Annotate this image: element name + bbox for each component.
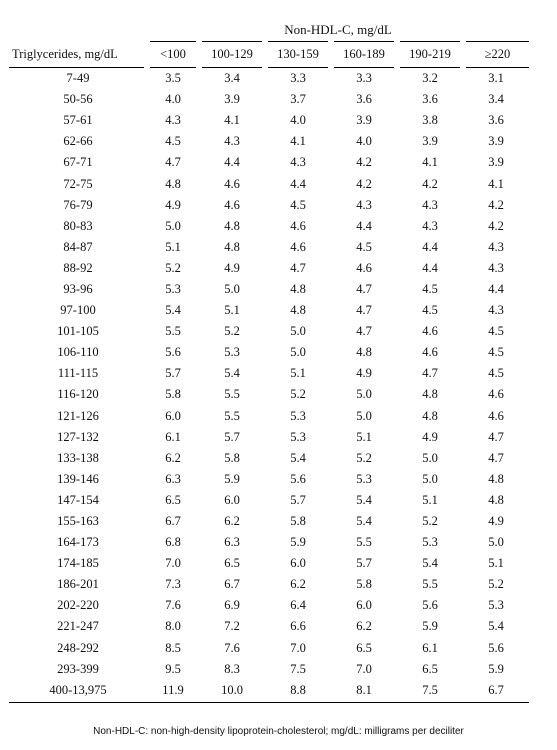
value-cell: 4.8 [422,387,438,402]
table-row [9,638,529,659]
value-cell: 6.5 [165,492,181,507]
value-cell: 4.9 [165,197,181,212]
column-header-row [9,42,529,68]
value-cell: 5.5 [422,577,438,592]
value-cell: 6.5 [356,640,372,655]
triglycerides-range-cell: 164-173 [57,535,99,550]
value-cell: 9.5 [165,661,181,676]
triglycerides-range-cell: 50-56 [63,92,93,107]
table-row [9,616,529,637]
value-cell: 5.3 [422,535,438,550]
value-cell: 4.7 [356,303,372,318]
value-cell: 5.3 [290,408,306,423]
value-cell: 5.7 [165,366,181,381]
value-cell: 5.2 [165,260,181,275]
value-cell: 3.3 [356,71,372,86]
value-cell: 5.1 [165,239,181,254]
column-header: 100-129 [199,42,265,68]
value-cell: 4.3 [290,155,306,170]
value-cell: 4.0 [165,92,181,107]
value-cell: 11.9 [147,680,199,703]
triglycerides-range-cell: 101-105 [57,324,99,339]
value-cell: 5.8 [356,577,372,592]
value-cell: 4.9 [488,514,504,529]
value-cell: 4.7 [422,366,438,381]
value-cell: 6.7 [165,514,181,529]
value-cell: 4.5 [488,324,504,339]
value-cell: 5.7 [224,429,240,444]
value-cell: 7.3 [165,577,181,592]
value-cell: 8.3 [224,661,240,676]
group-header-spacer [9,16,147,42]
value-cell: 4.6 [356,260,372,275]
value-cell: 4.3 [488,303,504,318]
value-cell: 6.7 [224,577,240,592]
value-cell: 5.0 [356,387,372,402]
value-cell: 3.9 [422,134,438,149]
footnote: Non-HDL-C: non-high-density lipoprotein-cholesterol; mg/dL: milligrams per deciliter [93,726,464,737]
value-cell: 6.4 [290,598,306,613]
value-cell: 3.1 [488,71,504,86]
value-cell: 5.6 [165,345,181,360]
value-cell: 5.4 [224,366,240,381]
table-row [9,173,529,194]
value-cell: 5.1 [356,429,372,444]
value-cell: 3.4 [488,92,504,107]
group-header-row [9,16,529,42]
value-cell: 5.5 [165,324,181,339]
value-cell: 4.5 [165,134,181,149]
value-cell: 7.2 [224,619,240,634]
table-row [9,321,529,342]
table-row [9,490,529,511]
triglycerides-range-cell: 139-146 [57,471,99,486]
value-cell: 7.6 [224,640,240,655]
value-cell: 5.3 [488,598,504,613]
value-cell: 5.4 [290,450,306,465]
value-cell: 4.7 [290,260,306,275]
value-cell: 5.3 [356,471,372,486]
value-cell: 4.4 [488,281,504,296]
value-cell: 4.8 [356,345,372,360]
value-cell: 4.2 [356,176,372,191]
value-cell: 4.8 [224,239,240,254]
triglycerides-range-cell: 248-292 [57,640,99,655]
value-cell: 6.6 [290,619,306,634]
value-cell: 6.3 [224,535,240,550]
triglycerides-range-cell: 111-115 [57,366,99,381]
table-row [9,258,529,279]
value-cell: 4.5 [422,281,438,296]
value-cell: 7.0 [165,556,181,571]
table-row [9,427,529,448]
value-cell: 4.3 [224,134,240,149]
value-cell: 3.6 [422,92,438,107]
value-cell: 6.0 [290,556,306,571]
value-cell: 5.6 [290,471,306,486]
value-cell: 8.1 [331,680,397,703]
value-cell: 5.7 [356,556,372,571]
value-cell: 6.9 [224,598,240,613]
value-cell: 3.4 [224,71,240,86]
triglycerides-range-cell: 76-79 [63,197,93,212]
value-cell: 5.5 [224,387,240,402]
triglycerides-range-cell: 186-201 [57,577,99,592]
value-cell: 5.0 [422,471,438,486]
triglycerides-range-cell: 121-126 [57,408,99,423]
value-cell: 5.9 [224,471,240,486]
value-cell: 8.0 [165,619,181,634]
value-cell: 3.7 [290,92,306,107]
value-cell: 4.8 [290,303,306,318]
value-cell: 4.4 [290,176,306,191]
value-cell: 6.2 [165,450,181,465]
value-cell: 4.7 [488,450,504,465]
value-cell: 3.2 [422,71,438,86]
value-cell: 4.4 [422,260,438,275]
value-cell: 4.1 [422,155,438,170]
triglycerides-range-cell: 133-138 [57,450,99,465]
value-cell: 4.6 [488,408,504,423]
table-row [9,469,529,490]
value-cell: 5.5 [224,408,240,423]
value-cell: 8.8 [265,680,331,703]
value-cell: 7.6 [165,598,181,613]
value-cell: 4.1 [290,134,306,149]
value-cell: 4.2 [488,218,504,233]
triglycerides-range-cell: 80-83 [63,218,93,233]
table-row [9,363,529,384]
value-cell: 4.6 [488,387,504,402]
triglycerides-range-cell: 400-13,975 [9,680,147,703]
value-cell: 4.2 [422,176,438,191]
value-cell: 5.2 [224,324,240,339]
value-cell: 3.9 [488,155,504,170]
table-row [9,406,529,427]
column-header: ≥220 [463,42,529,68]
value-cell: 4.3 [422,218,438,233]
value-cell: 6.5 [224,556,240,571]
table-row [9,680,529,703]
table-body [9,68,529,703]
value-cell: 5.9 [290,535,306,550]
value-cell: 4.8 [224,218,240,233]
value-cell: 5.0 [488,535,504,550]
value-cell: 5.3 [290,429,306,444]
table-row [9,300,529,321]
value-cell: 4.1 [224,113,240,128]
column-header: <100 [147,42,199,68]
value-cell: 6.7 [463,680,529,703]
triglycerides-range-cell: 106-110 [57,345,99,360]
value-cell: 3.8 [422,113,438,128]
value-cell: 4.5 [290,197,306,212]
value-cell: 4.6 [290,239,306,254]
value-cell: 6.0 [165,408,181,423]
triglycerides-range-cell: 174-185 [57,556,99,571]
value-cell: 5.4 [165,303,181,318]
value-cell: 5.2 [290,387,306,402]
value-cell: 6.5 [422,661,438,676]
value-cell: 6.1 [165,429,181,444]
triglycerides-range-cell: 7-49 [66,71,90,86]
value-cell: 4.4 [356,218,372,233]
table-row [9,342,529,363]
value-cell: 3.5 [165,71,181,86]
value-cell: 5.1 [290,366,306,381]
value-cell: 4.6 [290,218,306,233]
value-cell: 5.1 [422,492,438,507]
value-cell: 4.6 [224,197,240,212]
value-cell: 4.9 [422,429,438,444]
value-cell: 4.0 [356,134,372,149]
table-header [9,16,529,68]
value-cell: 5.9 [488,661,504,676]
value-cell: 4.5 [488,345,504,360]
table-row [9,511,529,532]
value-cell: 4.3 [488,260,504,275]
value-cell: 7.5 [397,680,463,703]
triglycerides-range-cell: 57-61 [63,113,93,128]
triglycerides-range-cell: 221-247 [57,619,99,634]
value-cell: 4.5 [422,303,438,318]
column-header: 190-219 [397,42,463,68]
value-cell: 4.3 [488,239,504,254]
value-cell: 5.6 [488,640,504,655]
triglycerides-range-cell: 202-220 [57,598,99,613]
triglycerides-range-cell: 147-154 [57,492,99,507]
value-cell: 4.7 [165,155,181,170]
value-cell: 5.1 [488,556,504,571]
table-row [9,68,529,90]
value-cell: 4.6 [224,176,240,191]
value-cell: 5.4 [356,514,372,529]
value-cell: 4.4 [422,239,438,254]
value-cell: 7.5 [290,661,306,676]
value-cell: 6.2 [290,577,306,592]
value-cell: 6.2 [356,619,372,634]
value-cell: 4.8 [488,471,504,486]
triglycerides-range-cell: 293-399 [57,661,99,676]
value-cell: 4.5 [488,366,504,381]
value-cell: 4.8 [488,492,504,507]
table-row [9,532,529,553]
value-cell: 5.8 [224,450,240,465]
value-cell: 5.9 [422,619,438,634]
value-cell: 5.1 [224,303,240,318]
value-cell: 6.3 [165,471,181,486]
value-cell: 4.7 [356,281,372,296]
value-cell: 8.5 [165,640,181,655]
value-cell: 5.0 [290,324,306,339]
value-cell: 5.8 [165,387,181,402]
value-cell: 4.6 [422,345,438,360]
value-cell: 4.8 [422,408,438,423]
table-row [9,595,529,616]
value-cell: 7.0 [356,661,372,676]
table-row [9,237,529,258]
triglycerides-column-header: Triglycerides, mg/dL [9,42,147,68]
value-cell: 3.3 [290,71,306,86]
value-cell: 5.4 [422,556,438,571]
value-cell: 3.6 [356,92,372,107]
triglycerides-range-cell: 67-71 [63,155,93,170]
table-row [9,89,529,110]
column-header: 130-159 [265,42,331,68]
triglycerides-range-cell: 62-66 [63,134,93,149]
value-cell: 6.1 [422,640,438,655]
value-cell: 5.7 [290,492,306,507]
value-cell: 3.9 [488,134,504,149]
table-row [9,131,529,152]
table-row [9,216,529,237]
value-cell: 4.1 [488,176,504,191]
value-cell: 3.9 [356,113,372,128]
value-cell: 4.2 [488,197,504,212]
value-cell: 5.0 [165,218,181,233]
value-cell: 4.2 [356,155,372,170]
non-hdl-group-header: Non-HDL-C, mg/dL [147,16,529,42]
value-cell: 6.2 [224,514,240,529]
table-row [9,195,529,216]
triglycerides-range-cell: 97-100 [60,303,96,318]
triglycerides-range-cell: 72-75 [63,176,93,191]
triglycerides-range-cell: 93-96 [63,281,93,296]
value-cell: 5.3 [224,345,240,360]
value-cell: 5.2 [422,514,438,529]
value-cell: 6.0 [224,492,240,507]
value-cell: 5.5 [356,535,372,550]
value-cell: 10.0 [199,680,265,703]
table-row [9,574,529,595]
triglycerides-range-cell: 88-92 [63,260,93,275]
value-cell: 4.7 [356,324,372,339]
value-cell: 5.4 [356,492,372,507]
value-cell: 5.8 [290,514,306,529]
value-cell: 5.4 [488,619,504,634]
value-cell: 3.6 [488,113,504,128]
value-cell: 4.9 [224,260,240,275]
value-cell: 4.3 [356,197,372,212]
value-cell: 7.0 [290,640,306,655]
value-cell: 4.4 [224,155,240,170]
table-row [9,659,529,680]
triglycerides-range-cell: 127-132 [57,429,99,444]
table-row [9,110,529,131]
value-cell: 5.0 [290,345,306,360]
value-cell: 5.2 [356,450,372,465]
value-cell: 4.7 [488,429,504,444]
value-cell: 4.6 [422,324,438,339]
table-row [9,152,529,173]
value-cell: 4.0 [290,113,306,128]
triglycerides-range-cell: 84-87 [63,239,93,254]
value-cell: 5.0 [224,281,240,296]
value-cell: 4.8 [165,176,181,191]
lookup-table [9,16,529,703]
table-row [9,279,529,300]
value-cell: 5.2 [488,577,504,592]
triglycerides-range-cell: 116-120 [57,387,99,402]
value-cell: 5.6 [422,598,438,613]
value-cell: 5.3 [165,281,181,296]
value-cell: 6.8 [165,535,181,550]
value-cell: 4.5 [356,239,372,254]
value-cell: 4.9 [356,366,372,381]
table-row [9,448,529,469]
column-header: 160-189 [331,42,397,68]
value-cell: 4.8 [290,281,306,296]
table-row [9,384,529,405]
value-cell: 5.0 [422,450,438,465]
triglycerides-range-cell: 155-163 [57,514,99,529]
value-cell: 3.9 [224,92,240,107]
value-cell: 4.3 [422,197,438,212]
table-row [9,553,529,574]
value-cell: 5.0 [356,408,372,423]
value-cell: 4.3 [165,113,181,128]
value-cell: 6.0 [356,598,372,613]
